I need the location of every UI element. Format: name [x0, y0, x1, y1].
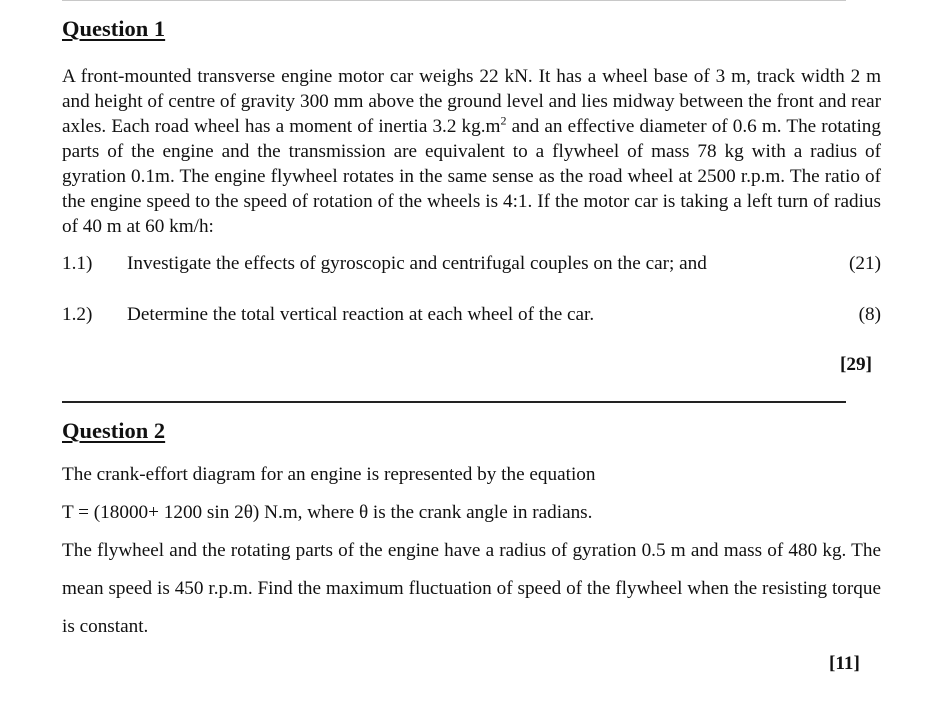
part-number: 1.1) [62, 253, 93, 274]
question-1-part-1 [62, 253, 881, 279]
question-1-text-a: A front-mounted transverse engine motor car weighs 22 kN. It has a wheel base of 3 m, track width 2 m and height of centre of gravity 300 mm above the ground level and lies midway between the front and rear axles. Each road wheel has a moment of inertia 3.2 kg.m [62, 66, 881, 137]
question-2-total-marks: [11] [829, 653, 860, 674]
question-1-text-b: and an effective diameter of 0.6 m. The rotating parts of the engine and the transmission are equivalent to a flywheel of mass 78 kg with a radius of gyration 0.1m. The engine flywheel rotates in the same sense as the road wheel at 2500 r.p.m. The ratio of the engine speed to the speed of rotation of the wheels is 4:1. If the motor car is taking a left turn of radius of 40 m at 60 km/h: [62, 116, 881, 237]
part-text: Determine the total vertical reaction at each wheel of the car. [127, 304, 595, 325]
section-divider [62, 401, 846, 403]
question-2-equation: T = (18000+ 1200 sin 2θ) N.m, where θ is the crank angle in radians. [62, 502, 593, 523]
question-1-total-marks: [29] [840, 354, 872, 375]
question-1-paragraph [62, 64, 881, 239]
top-rule [62, 0, 846, 1]
question-1-heading: Question 1 [62, 16, 166, 41]
question-2-line-1: The crank-effort diagram for an engine is represented by the equation [62, 464, 596, 485]
part-text: Investigate the effects of gyroscopic and centrifugal couples on the car; and [127, 253, 707, 274]
superscript-two: 2 [500, 113, 507, 128]
question-2-paragraph: The flywheel and the rotating parts of the engine have a radius of gyration 0.5 m and mass of 480 kg. The mean speed is 450 r.p.m. Find the maximum fluctuation of speed of the flywheel when the resisting torque is constant. [62, 540, 881, 637]
part-marks: (8) [858, 304, 881, 325]
question-1-part-2 [62, 304, 881, 330]
question-2-heading: Question 2 [62, 418, 166, 443]
part-marks: (21) [849, 253, 881, 274]
part-number: 1.2) [62, 304, 93, 325]
